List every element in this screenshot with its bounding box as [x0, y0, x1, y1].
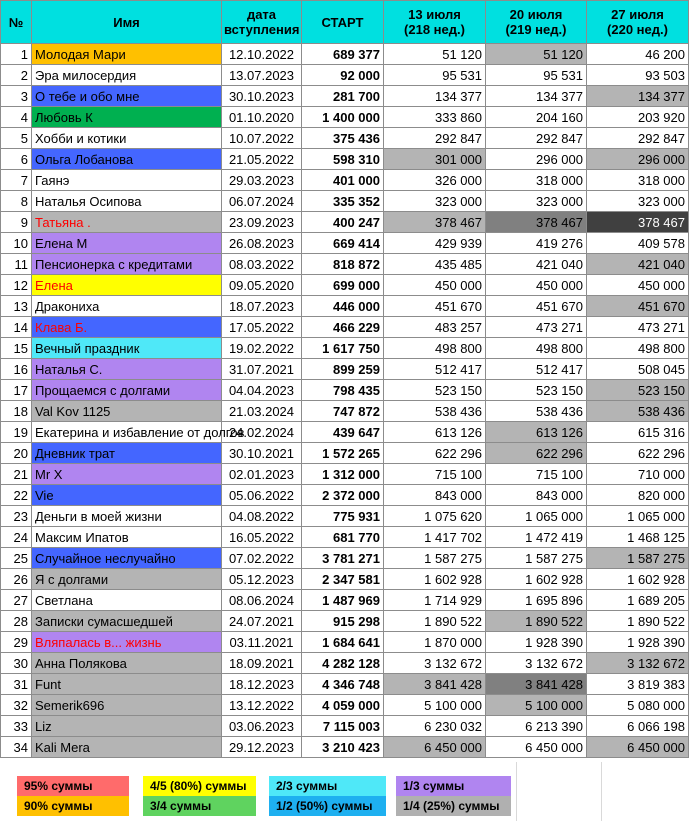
join-date[interactable]: 08.06.2024 [222, 590, 302, 611]
join-date[interactable]: 04.04.2023 [222, 380, 302, 401]
start-amount[interactable]: 335 352 [302, 191, 384, 212]
row-number[interactable]: 6 [1, 149, 32, 170]
table-row [1, 107, 689, 128]
week-value-w3[interactable]: 473 271 [587, 317, 689, 338]
join-date[interactable]: 13.07.2023 [222, 65, 302, 86]
participant-name[interactable]: Случайное неслучайно [32, 548, 222, 569]
legend-75-percent: 3/4 суммы [143, 796, 256, 816]
join-date[interactable]: 30.10.2021 [222, 443, 302, 464]
participant-name[interactable]: Пенсионерка с кредитами [32, 254, 222, 275]
row-number[interactable]: 20 [1, 443, 32, 464]
week-value-w2[interactable]: 3 132 672 [486, 653, 587, 674]
participant-name[interactable]: Татьяна . [32, 212, 222, 233]
participant-name[interactable]: Наталья Осипова [32, 191, 222, 212]
week-value-w3[interactable]: 622 296 [587, 443, 689, 464]
week-value-w3[interactable]: 296 000 [587, 149, 689, 170]
week-value-w2[interactable]: 95 531 [486, 65, 587, 86]
start-amount[interactable]: 899 259 [302, 359, 384, 380]
color-legend [0, 762, 688, 821]
start-amount[interactable]: 439 647 [302, 422, 384, 443]
week-value-w2[interactable]: 1 065 000 [486, 506, 587, 527]
start-amount[interactable]: 1 487 969 [302, 590, 384, 611]
join-date[interactable]: 05.06.2022 [222, 485, 302, 506]
join-date[interactable]: 26.08.2023 [222, 233, 302, 254]
header-start[interactable]: СТАРТ [302, 1, 384, 44]
week-value-w1[interactable]: 1 075 620 [384, 506, 486, 527]
table-row [1, 527, 689, 548]
row-number[interactable]: 23 [1, 506, 32, 527]
participant-name[interactable]: Молодая Мари [32, 44, 222, 65]
join-date[interactable]: 02.01.2023 [222, 464, 302, 485]
week-value-w2[interactable]: 538 436 [486, 401, 587, 422]
join-date[interactable]: 18.07.2023 [222, 296, 302, 317]
table-row [1, 464, 689, 485]
week-value-w1[interactable]: 6 450 000 [384, 737, 486, 758]
legend-80-percent: 4/5 (80%) суммы [143, 776, 256, 796]
table-row [1, 275, 689, 296]
week-value-w1[interactable]: 613 126 [384, 422, 486, 443]
week-value-w1[interactable]: 715 100 [384, 464, 486, 485]
week-value-w3[interactable]: 5 080 000 [587, 695, 689, 716]
start-amount[interactable]: 689 377 [302, 44, 384, 65]
start-amount[interactable]: 4 282 128 [302, 653, 384, 674]
week-value-w1[interactable]: 1 890 522 [384, 611, 486, 632]
start-amount[interactable]: 3 210 423 [302, 737, 384, 758]
participant-name[interactable]: Ольга Лобанова [32, 149, 222, 170]
table-row [1, 443, 689, 464]
week-value-w2[interactable]: 318 000 [486, 170, 587, 191]
header-week-3[interactable] [587, 1, 689, 44]
week-value-w3[interactable]: 6 066 198 [587, 716, 689, 737]
legend-66-percent: 2/3 суммы [269, 776, 386, 796]
row-number[interactable]: 18 [1, 401, 32, 422]
week-value-w3[interactable]: 498 800 [587, 338, 689, 359]
table-row [1, 317, 689, 338]
week-value-w2[interactable]: 1 928 390 [486, 632, 587, 653]
table-row [1, 380, 689, 401]
week-value-w3[interactable]: 203 920 [587, 107, 689, 128]
join-date[interactable]: 12.10.2022 [222, 44, 302, 65]
join-date[interactable]: 05.12.2023 [222, 569, 302, 590]
table-row [1, 149, 689, 170]
start-amount[interactable]: 747 872 [302, 401, 384, 422]
week-value-w1[interactable]: 512 417 [384, 359, 486, 380]
header-join-date[interactable] [222, 1, 302, 44]
table-row [1, 569, 689, 590]
header-week-1[interactable] [384, 1, 486, 44]
join-date[interactable]: 19.02.2022 [222, 338, 302, 359]
table-row [1, 401, 689, 422]
row-number[interactable]: 4 [1, 107, 32, 128]
week-value-w3[interactable]: 1 928 390 [587, 632, 689, 653]
start-amount[interactable]: 915 298 [302, 611, 384, 632]
start-amount[interactable]: 4 059 000 [302, 695, 384, 716]
header-row [1, 1, 689, 44]
week-value-w1[interactable]: 538 436 [384, 401, 486, 422]
start-amount[interactable]: 818 872 [302, 254, 384, 275]
row-number[interactable]: 25 [1, 548, 32, 569]
week-value-w3[interactable]: 450 000 [587, 275, 689, 296]
week-value-w3[interactable]: 134 377 [587, 86, 689, 107]
week-value-w1[interactable]: 6 230 032 [384, 716, 486, 737]
week-value-w1[interactable]: 51 120 [384, 44, 486, 65]
week-value-w2[interactable]: 51 120 [486, 44, 587, 65]
week-value-w3[interactable]: 3 132 672 [587, 653, 689, 674]
week-value-w1[interactable]: 5 100 000 [384, 695, 486, 716]
week-value-w3[interactable]: 93 503 [587, 65, 689, 86]
week-value-w3[interactable]: 323 000 [587, 191, 689, 212]
row-number[interactable]: 34 [1, 737, 32, 758]
table-row [1, 506, 689, 527]
participant-name[interactable]: Mr X [32, 464, 222, 485]
participant-name[interactable]: Наталья С. [32, 359, 222, 380]
row-number[interactable]: 33 [1, 716, 32, 737]
week-value-w1[interactable]: 523 150 [384, 380, 486, 401]
start-amount[interactable]: 1 684 641 [302, 632, 384, 653]
week-value-w1[interactable]: 435 485 [384, 254, 486, 275]
table-row [1, 695, 689, 716]
participant-name[interactable]: Записки сумасшедшей [32, 611, 222, 632]
join-date[interactable]: 21.03.2024 [222, 401, 302, 422]
table-row [1, 128, 689, 149]
row-number[interactable]: 12 [1, 275, 32, 296]
join-date[interactable]: 08.03.2022 [222, 254, 302, 275]
table-row [1, 296, 689, 317]
participant-name[interactable]: Гаянэ [32, 170, 222, 191]
header-num[interactable]: № [1, 1, 32, 44]
participant-name[interactable]: Анна Полякова [32, 653, 222, 674]
week-value-w2[interactable]: 843 000 [486, 485, 587, 506]
header-name[interactable]: Имя [32, 1, 222, 44]
row-number[interactable]: 29 [1, 632, 32, 653]
table-row [1, 338, 689, 359]
start-amount[interactable]: 466 229 [302, 317, 384, 338]
row-number[interactable]: 31 [1, 674, 32, 695]
table-row [1, 590, 689, 611]
table-row [1, 485, 689, 506]
join-date[interactable]: 23.09.2023 [222, 212, 302, 233]
table-row [1, 86, 689, 107]
row-number[interactable]: 2 [1, 65, 32, 86]
header-week-1-weeks: (218 нед.) [404, 22, 465, 37]
start-amount[interactable]: 375 436 [302, 128, 384, 149]
participant-name[interactable]: Liz [32, 716, 222, 737]
table-row [1, 65, 689, 86]
week-value-w2[interactable]: 498 800 [486, 338, 587, 359]
week-value-w1[interactable]: 1 417 702 [384, 527, 486, 548]
join-date[interactable]: 03.06.2023 [222, 716, 302, 737]
start-amount[interactable]: 4 346 748 [302, 674, 384, 695]
legend-95-percent: 95% суммы [17, 776, 129, 796]
row-number[interactable]: 1 [1, 44, 32, 65]
week-value-w2[interactable]: 1 472 419 [486, 527, 587, 548]
week-value-w3[interactable]: 6 450 000 [587, 737, 689, 758]
join-date[interactable]: 07.02.2022 [222, 548, 302, 569]
week-value-w2[interactable]: 1 587 275 [486, 548, 587, 569]
week-value-w1[interactable]: 450 000 [384, 275, 486, 296]
week-value-w1[interactable]: 1 587 275 [384, 548, 486, 569]
week-value-w2[interactable]: 473 271 [486, 317, 587, 338]
participant-name[interactable]: Funt [32, 674, 222, 695]
row-number[interactable]: 3 [1, 86, 32, 107]
row-number[interactable]: 17 [1, 380, 32, 401]
participant-name[interactable]: Клава Б. [32, 317, 222, 338]
participant-name[interactable]: Semerik696 [32, 695, 222, 716]
join-date[interactable]: 29.12.2023 [222, 737, 302, 758]
week-value-w1[interactable]: 622 296 [384, 443, 486, 464]
header-week-2[interactable] [486, 1, 587, 44]
table-row [1, 548, 689, 569]
week-value-w2[interactable]: 323 000 [486, 191, 587, 212]
participant-name[interactable]: Вляпалась в... жизнь [32, 632, 222, 653]
row-number[interactable]: 27 [1, 590, 32, 611]
week-value-w2[interactable]: 292 847 [486, 128, 587, 149]
header-week-2-weeks: (219 нед.) [505, 22, 567, 37]
week-value-w2[interactable]: 5 100 000 [486, 695, 587, 716]
table-row [1, 611, 689, 632]
week-value-w3[interactable]: 1 065 000 [587, 506, 689, 527]
table-body [1, 44, 689, 758]
table-row [1, 170, 689, 191]
start-amount[interactable]: 446 000 [302, 296, 384, 317]
week-value-w2[interactable]: 3 841 428 [486, 674, 587, 695]
week-value-w3[interactable]: 820 000 [587, 485, 689, 506]
week-value-w2[interactable]: 204 160 [486, 107, 587, 128]
week-value-w3[interactable]: 292 847 [587, 128, 689, 149]
join-date[interactable]: 31.07.2021 [222, 359, 302, 380]
week-value-w1[interactable]: 378 467 [384, 212, 486, 233]
start-amount[interactable]: 401 000 [302, 170, 384, 191]
week-value-w1[interactable]: 1 870 000 [384, 632, 486, 653]
row-number[interactable]: 5 [1, 128, 32, 149]
start-amount[interactable]: 1 400 000 [302, 107, 384, 128]
row-number[interactable]: 22 [1, 485, 32, 506]
row-number[interactable]: 32 [1, 695, 32, 716]
table-row [1, 653, 689, 674]
week-value-w2[interactable]: 715 100 [486, 464, 587, 485]
week-value-w3[interactable]: 1 689 205 [587, 590, 689, 611]
week-value-w1[interactable]: 292 847 [384, 128, 486, 149]
row-number[interactable]: 28 [1, 611, 32, 632]
row-number[interactable]: 30 [1, 653, 32, 674]
participant-name[interactable]: Елена [32, 275, 222, 296]
table-row [1, 44, 689, 65]
join-date[interactable]: 01.10.2020 [222, 107, 302, 128]
table-row [1, 191, 689, 212]
row-number[interactable]: 26 [1, 569, 32, 590]
legend-50-percent: 1/2 (50%) суммы [269, 796, 386, 816]
week-value-w1[interactable]: 3 841 428 [384, 674, 486, 695]
participant-name[interactable]: Val Kov 1125 [32, 401, 222, 422]
week-value-w3[interactable]: 508 045 [587, 359, 689, 380]
join-date[interactable]: 06.07.2024 [222, 191, 302, 212]
participant-name[interactable]: Kali Mera [32, 737, 222, 758]
header-week-1-date: 13 июля [408, 7, 461, 22]
join-date[interactable]: 24.02.2024 [222, 422, 302, 443]
row-number[interactable]: 13 [1, 296, 32, 317]
start-amount[interactable]: 699 000 [302, 275, 384, 296]
week-value-w3[interactable]: 451 670 [587, 296, 689, 317]
participant-name[interactable]: Дневник трат [32, 443, 222, 464]
table-row [1, 254, 689, 275]
header-join-date-line2: вступления [224, 22, 300, 37]
week-value-w1[interactable]: 429 939 [384, 233, 486, 254]
week-value-w2[interactable]: 450 000 [486, 275, 587, 296]
week-value-w2[interactable]: 451 670 [486, 296, 587, 317]
participant-name[interactable]: Екатерина и избавление от долгов [32, 422, 222, 443]
week-value-w2[interactable]: 134 377 [486, 86, 587, 107]
legend-25-percent: 1/4 (25%) суммы [396, 796, 511, 816]
row-number[interactable]: 14 [1, 317, 32, 338]
week-value-w3[interactable]: 1 468 125 [587, 527, 689, 548]
row-number[interactable]: 11 [1, 254, 32, 275]
participant-name[interactable]: Я с долгами [32, 569, 222, 590]
week-value-w2[interactable]: 622 296 [486, 443, 587, 464]
legend-90-percent: 90% суммы [17, 796, 129, 816]
row-number[interactable]: 15 [1, 338, 32, 359]
start-amount[interactable]: 1 312 000 [302, 464, 384, 485]
join-date[interactable]: 10.07.2022 [222, 128, 302, 149]
start-amount[interactable]: 798 435 [302, 380, 384, 401]
table-row [1, 716, 689, 737]
week-value-w1[interactable]: 451 670 [384, 296, 486, 317]
join-date[interactable]: 18.12.2023 [222, 674, 302, 695]
participant-name[interactable]: Эра милосердия [32, 65, 222, 86]
start-amount[interactable]: 400 247 [302, 212, 384, 233]
start-amount[interactable]: 7 115 003 [302, 716, 384, 737]
week-value-w3[interactable]: 523 150 [587, 380, 689, 401]
week-value-w1[interactable]: 3 132 672 [384, 653, 486, 674]
week-value-w3[interactable]: 378 467 [587, 212, 689, 233]
week-value-w3[interactable]: 318 000 [587, 170, 689, 191]
header-join-date-line1: дата [246, 7, 277, 22]
join-date[interactable]: 16.05.2022 [222, 527, 302, 548]
week-value-w1[interactable]: 1 714 929 [384, 590, 486, 611]
week-value-w1[interactable]: 498 800 [384, 338, 486, 359]
start-amount[interactable]: 681 770 [302, 527, 384, 548]
row-number[interactable]: 10 [1, 233, 32, 254]
participant-name[interactable]: Светлана [32, 590, 222, 611]
participant-name[interactable]: Деньги в моей жизни [32, 506, 222, 527]
week-value-w3[interactable]: 409 578 [587, 233, 689, 254]
participant-name[interactable]: О тебе и обо мне [32, 86, 222, 107]
week-value-w2[interactable]: 1 602 928 [486, 569, 587, 590]
join-date[interactable]: 30.10.2023 [222, 86, 302, 107]
start-amount[interactable]: 281 700 [302, 86, 384, 107]
legend-33-percent: 1/3 суммы [396, 776, 511, 796]
table-row [1, 212, 689, 233]
week-value-w2[interactable]: 6 450 000 [486, 737, 587, 758]
header-week-2-date: 20 июля [509, 7, 563, 22]
start-amount[interactable]: 2 372 000 [302, 485, 384, 506]
week-value-w2[interactable]: 378 467 [486, 212, 587, 233]
week-value-w3[interactable]: 1 587 275 [587, 548, 689, 569]
week-value-w3[interactable]: 3 819 383 [587, 674, 689, 695]
week-value-w1[interactable]: 326 000 [384, 170, 486, 191]
participant-name[interactable]: Дракониха [32, 296, 222, 317]
start-amount[interactable]: 3 781 271 [302, 548, 384, 569]
week-value-w2[interactable]: 296 000 [486, 149, 587, 170]
week-value-w3[interactable]: 710 000 [587, 464, 689, 485]
week-value-w3[interactable]: 538 436 [587, 401, 689, 422]
participant-name[interactable]: Прощаемся с долгами [32, 380, 222, 401]
table-row [1, 737, 689, 758]
participant-name[interactable]: Елена М [32, 233, 222, 254]
row-number[interactable]: 8 [1, 191, 32, 212]
table-row [1, 233, 689, 254]
row-number[interactable]: 7 [1, 170, 32, 191]
week-value-w3[interactable]: 1 890 522 [587, 611, 689, 632]
start-amount[interactable]: 1 617 750 [302, 338, 384, 359]
join-date[interactable]: 24.07.2021 [222, 611, 302, 632]
join-date[interactable]: 04.08.2022 [222, 506, 302, 527]
row-number[interactable]: 16 [1, 359, 32, 380]
start-amount[interactable]: 775 931 [302, 506, 384, 527]
join-date[interactable]: 29.03.2023 [222, 170, 302, 191]
week-value-w1[interactable]: 323 000 [384, 191, 486, 212]
header-week-3-weeks: (220 нед.) [607, 22, 668, 37]
join-date[interactable]: 13.12.2022 [222, 695, 302, 716]
table-row [1, 674, 689, 695]
week-value-w3[interactable]: 421 040 [587, 254, 689, 275]
week-value-w1[interactable]: 843 000 [384, 485, 486, 506]
week-value-w1[interactable]: 483 257 [384, 317, 486, 338]
join-date[interactable]: 17.05.2022 [222, 317, 302, 338]
start-amount[interactable]: 598 310 [302, 149, 384, 170]
week-value-w1[interactable]: 301 000 [384, 149, 486, 170]
row-number[interactable]: 21 [1, 464, 32, 485]
header-week-3-date: 27 июля [611, 7, 664, 22]
week-value-w3[interactable]: 1 602 928 [587, 569, 689, 590]
participant-name[interactable]: Хобби и котики [32, 128, 222, 149]
join-date[interactable]: 18.09.2021 [222, 653, 302, 674]
week-value-w2[interactable]: 512 417 [486, 359, 587, 380]
week-value-w1[interactable]: 134 377 [384, 86, 486, 107]
week-value-w1[interactable]: 95 531 [384, 65, 486, 86]
participant-name[interactable]: Vie [32, 485, 222, 506]
join-date[interactable]: 03.11.2021 [222, 632, 302, 653]
row-number[interactable]: 19 [1, 422, 32, 443]
table-row [1, 632, 689, 653]
week-value-w2[interactable]: 1 695 896 [486, 590, 587, 611]
week-value-w2[interactable]: 613 126 [486, 422, 587, 443]
week-value-w2[interactable]: 421 040 [486, 254, 587, 275]
start-amount[interactable]: 2 347 581 [302, 569, 384, 590]
participant-name[interactable]: Любовь К [32, 107, 222, 128]
week-value-w3[interactable]: 615 316 [587, 422, 689, 443]
join-date[interactable]: 21.05.2022 [222, 149, 302, 170]
week-value-w2[interactable]: 6 213 390 [486, 716, 587, 737]
start-amount[interactable]: 92 000 [302, 65, 384, 86]
week-value-w1[interactable]: 1 602 928 [384, 569, 486, 590]
participant-name[interactable]: Вечный праздник [32, 338, 222, 359]
table-row [1, 359, 689, 380]
week-value-w2[interactable]: 419 276 [486, 233, 587, 254]
row-number[interactable]: 9 [1, 212, 32, 233]
participant-name[interactable]: Максим Ипатов [32, 527, 222, 548]
week-value-w2[interactable]: 523 150 [486, 380, 587, 401]
table-row [1, 422, 689, 443]
week-value-w2[interactable]: 1 890 522 [486, 611, 587, 632]
week-value-w1[interactable]: 333 860 [384, 107, 486, 128]
start-amount[interactable]: 1 572 265 [302, 443, 384, 464]
join-date[interactable]: 09.05.2020 [222, 275, 302, 296]
row-number[interactable]: 24 [1, 527, 32, 548]
start-amount[interactable]: 669 414 [302, 233, 384, 254]
week-value-w3[interactable]: 46 200 [587, 44, 689, 65]
